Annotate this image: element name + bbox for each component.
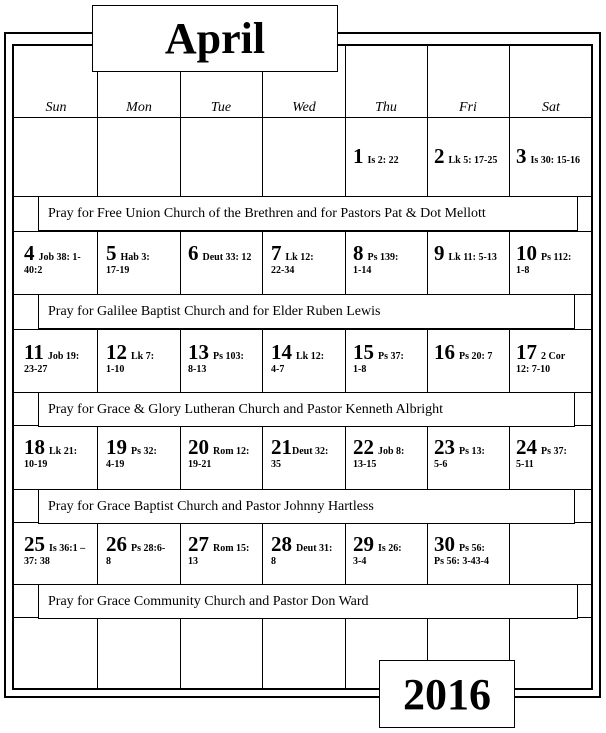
- day-cell: 18 Lk 21: 10-19: [24, 435, 78, 470]
- grid-line: [12, 231, 593, 232]
- day-cell: 29 Is 26: 3-4: [353, 532, 402, 567]
- day-cell: 5 Hab 3: 17-19: [106, 241, 150, 276]
- prayer-banner: Pray for Free Union Church of the Brethren and for Pastors Pat & Dot Mellott: [38, 196, 578, 231]
- day-cell: 22 Job 8: 13-15: [353, 435, 405, 470]
- day-cell: 23 Ps 13: 5-6: [434, 435, 485, 470]
- day-cell: 28 Deut 31: 8: [271, 532, 333, 567]
- grid-line: [12, 329, 593, 330]
- day-cell: 9 Lk 11: 5-13: [434, 241, 497, 265]
- day-cell: 30 Ps 56: Ps 56: 3-43-4: [434, 532, 489, 567]
- grid-line: [12, 117, 593, 118]
- day-cell: 12 Lk 7: 1-10: [106, 340, 155, 375]
- day-cell: 25 Is 36:1 – 37: 38: [24, 532, 86, 567]
- weekday-tue: Tue: [210, 100, 232, 115]
- day-cell: 3 Is 30: 15-16: [516, 144, 580, 168]
- day-cell: 11 Job 19: 23-27: [24, 340, 80, 375]
- day-cell: 2 Lk 5: 17-25: [434, 144, 498, 168]
- day-cell: 27 Rom 15: 13: [188, 532, 250, 567]
- day-cell: 7 Lk 12: 22-34: [271, 241, 314, 276]
- day-cell: 16 Ps 20: 7: [434, 340, 493, 364]
- day-cell: 19 Ps 32: 4-19: [106, 435, 157, 470]
- day-cell: 24 Ps 37: 5-11: [516, 435, 567, 470]
- day-cell: 21Deut 32: 35: [271, 435, 329, 470]
- weekday-sun: Sun: [45, 100, 67, 115]
- day-cell: 13 Ps 103: 8-13: [188, 340, 244, 375]
- weekday-thu: Thu: [375, 100, 397, 115]
- day-cell: 10 Ps 112: 1-8: [516, 241, 572, 276]
- year-title: 2016: [379, 660, 515, 728]
- day-cell: 6 Deut 33: 12: [188, 241, 252, 265]
- day-cell: 15 Ps 37: 1-8: [353, 340, 404, 375]
- weekday-wed: Wed: [292, 100, 316, 115]
- prayer-banner: Pray for Grace Baptist Church and Pastor Johnny Hartless: [38, 489, 575, 524]
- weekday-sat: Sat: [542, 100, 560, 115]
- day-cell: 20 Rom 12: 19-21: [188, 435, 250, 470]
- day-cell: 17 2 Cor 12: 7-10: [516, 340, 566, 375]
- day-cell: 8 Ps 139: 1-14: [353, 241, 399, 276]
- day-cell: 14 Lk 12: 4-7: [271, 340, 325, 375]
- day-cell: 4 Job 38: 1- 40:2: [24, 241, 81, 276]
- prayer-banner: Pray for Grace & Glory Lutheran Church and Pastor Kenneth Albright: [38, 392, 575, 427]
- prayer-banner: Pray for Grace Community Church and Pastor Don Ward: [38, 584, 578, 619]
- prayer-banner: Pray for Galilee Baptist Church and for Elder Ruben Lewis: [38, 294, 575, 329]
- weekday-mon: Mon: [126, 100, 152, 115]
- weekday-fri: Fri: [459, 100, 477, 115]
- month-title: April: [92, 5, 338, 72]
- day-cell: 1 Is 2: 22: [353, 144, 399, 168]
- day-cell: 26 Ps 28:6- 8: [106, 532, 166, 567]
